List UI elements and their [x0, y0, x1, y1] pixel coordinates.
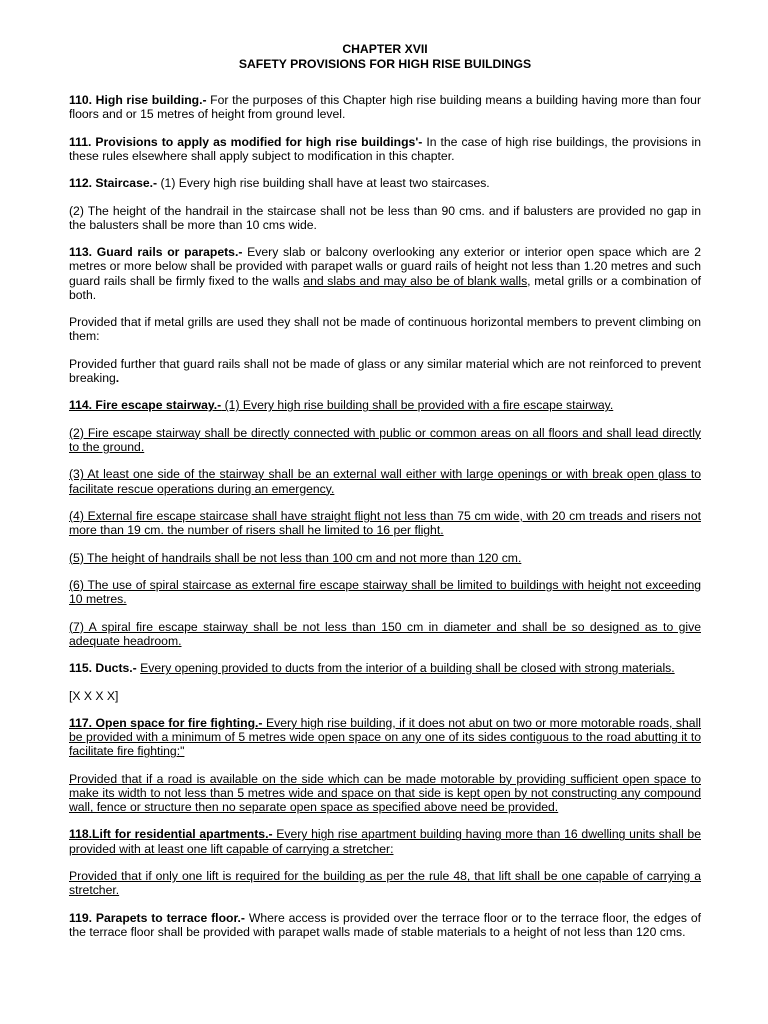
section-p110: [69, 93, 701, 121]
chapter-title: SAFETY PROVISIONS FOR HIGH RISE BUILDINGS: [238, 56, 532, 71]
section-text: (5) The height of handrails shall be not less than 100 cm and not more than 120 cm.: [69, 550, 522, 565]
section-p116: [69, 689, 701, 703]
section-p117: [69, 716, 701, 759]
section-text: For the purposes of this Chapter high rise building means a building having more than four floors and or 15 metres of height from ground level.: [69, 93, 702, 122]
section-text: (3) At least one side of the stairway shall be an external wall either with large openings or with break open glass to facilitate rescue operations during an emergency.: [69, 467, 701, 496]
chapter-number: CHAPTER XVII: [342, 42, 428, 56]
section-text: Provided that if only one lift is required for the building as per the rule 48, that lift shall be one capable of carrying a stretcher.: [69, 869, 701, 898]
section-heading: 112. Staircase.-: [69, 176, 158, 191]
document-body: [69, 93, 701, 939]
section-text: (7) A spiral fire escape stairway shall be not less than 150 cm in diameter and shall be so designed as to give adequate headroom.: [69, 619, 701, 648]
section-text: [X X X X]: [69, 688, 119, 703]
section-text: Every slab or balcony overlooking any exterior or interior open space which are 2 metres or more below shall be provided with parapet walls or guard rails of height not less than 1.20 metres and such guard rails shall be firmly fixed to the walls: [69, 245, 701, 288]
section-p114-6: [69, 578, 701, 606]
section-p112-2: [69, 204, 701, 232]
section-text: Provided further that guard rails shall not be made of glass or any similar material which are not reinforced to prevent breaking: [69, 356, 701, 385]
section-heading: 119. Parapets to terrace floor.-: [69, 910, 245, 925]
section-tail-bold: .: [115, 370, 120, 385]
section-text: (1) Every high rise building shall have at least two staircases.: [157, 176, 490, 191]
section-heading: 118.Lift for residential apartments.-: [69, 827, 273, 842]
section-p114-4: [69, 509, 701, 537]
section-text: Where access is provided over the terrace floor or to the terrace floor, the edges of the terrace floor shall be provided with parapet walls made of stable materials to a height of not less than 120 cms.: [69, 910, 701, 939]
section-heading: 110. High rise building.-: [69, 93, 207, 107]
section-text: Provided that if metal grills are used they shall not be made of continuous horizontal members to prevent climbing on them:: [69, 315, 701, 344]
section-p114-7: [69, 620, 701, 648]
section-text: Every high rise apartment building having more than 16 dwelling units shall be provided with at least one lift capable of carrying a stretcher:: [69, 827, 701, 856]
section-text: (1) Every high rise building shall be provided with a fire escape stairway.: [221, 398, 614, 413]
section-heading: 111. Provisions to apply as modified for high rise buildings'-: [69, 134, 423, 149]
section-p113-proviso-1: [69, 315, 701, 343]
section-text: (2) The height of the handrail in the staircase shall not be less than 90 cms. and if balusters are provided no gap in the balusters shall be more than 10 cms wide.: [69, 203, 701, 232]
section-p113: [69, 245, 701, 302]
section-p114-5: [69, 551, 701, 565]
section-p114-1: [69, 398, 701, 412]
section-text: In the case of high rise buildings, the provisions in these rules elsewhere shall apply subject to modification in this chapter.: [69, 134, 701, 163]
section-text: Every high rise building, if it does not abut on two or more motorable roads, shall be provided with a minimum of 5 metres wide open space on any one of its sides contiguous to the road abutting it to facilitate fire fighting:": [69, 715, 701, 759]
section-p115: [69, 661, 701, 675]
section-p114-3: [69, 467, 701, 495]
section-underlined-text: and slabs and may also be of blank walls: [303, 273, 528, 288]
section-text: (2) Fire escape stairway shall be directly connected with public or common areas on all floors and shall lead directly to the ground.: [69, 425, 701, 454]
section-underlined-text: Every opening provided to ducts from the interior of a building shall be closed with strong materials.: [140, 661, 675, 676]
section-tail-text: , metal grills or a combination of both.: [69, 273, 701, 302]
section-p111: [69, 135, 701, 163]
section-heading: 115. Ducts.-: [69, 661, 137, 676]
section-text: Provided that if a road is available on the side which can be made motorable by providing sufficient open space to make its width to not less than 5 metres wide and space on that side is kept open by not constructing any compound wall, fence or structure then no separate open space as specified above need be provided.: [69, 771, 701, 815]
section-p119: [69, 911, 701, 939]
section-p117-proviso: [69, 772, 701, 815]
section-p113-proviso-2: [69, 357, 701, 385]
section-heading: 113. Guard rails or parapets.-: [69, 245, 243, 260]
section-p118: [69, 827, 701, 855]
section-text: (4) External fire escape staircase shall have straight flight not less than 75 cm wide, with 20 cm treads and risers not more than 19 cm. the number of risers shall he limited to 16 per flight.: [69, 508, 701, 538]
section-heading: 117. Open space for fire fighting.-: [69, 715, 263, 730]
section-p114-2: [69, 426, 701, 454]
section-heading: 114. Fire escape stairway.-: [69, 398, 222, 413]
section-text: (6) The use of spiral staircase as external fire escape stairway shall be limited to buildings with height not exceeding 10 metres.: [69, 577, 701, 607]
section-p112-1: [69, 176, 701, 190]
section-p118-proviso: [69, 869, 701, 897]
